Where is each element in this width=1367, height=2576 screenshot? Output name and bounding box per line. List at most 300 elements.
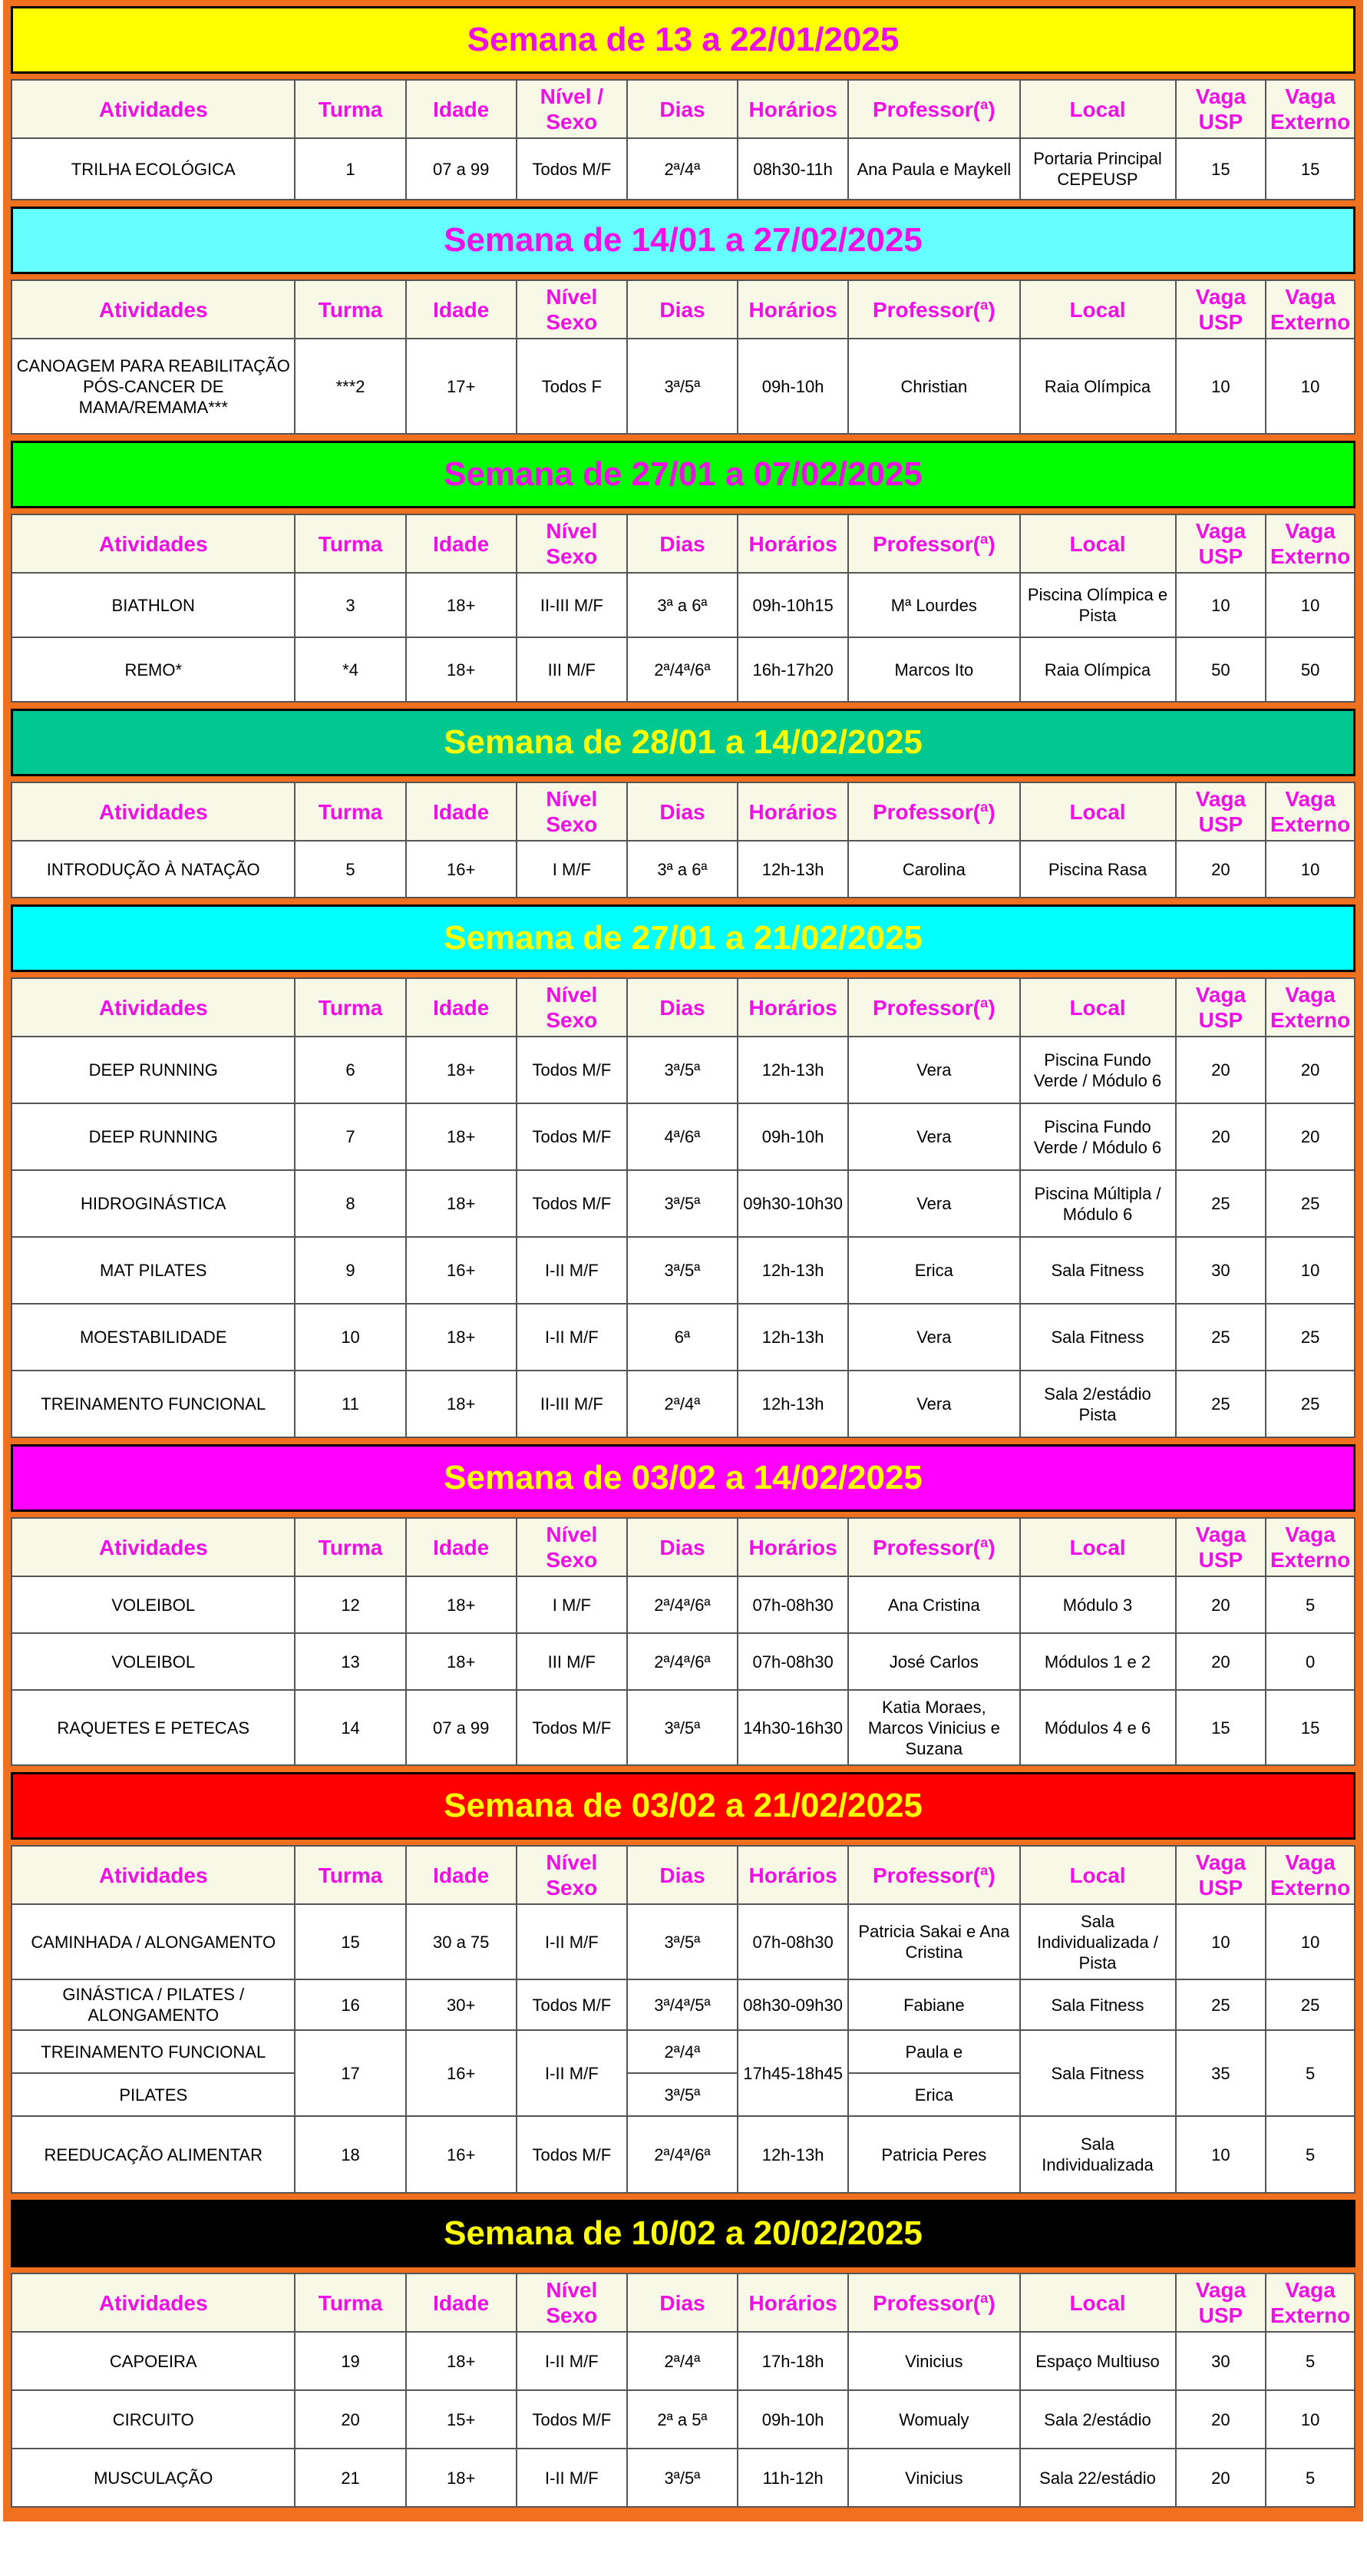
cell-ext: 0 xyxy=(1266,1633,1355,1690)
cell-nivel: III M/F xyxy=(517,637,627,702)
column-header: Atividades xyxy=(12,2273,295,2332)
column-header: Dias xyxy=(627,1846,738,1904)
column-header: Nível / Sexo xyxy=(517,80,627,138)
table-row xyxy=(12,1304,1355,1371)
cell-usp: 20 xyxy=(1176,2449,1266,2507)
column-header: Local xyxy=(1020,1846,1176,1904)
column-header: Turma xyxy=(295,2273,405,2332)
cell-professor: Vera xyxy=(848,1304,1019,1371)
column-header: Dias xyxy=(627,978,738,1037)
column-header: Turma xyxy=(295,782,405,841)
cell-ext: 10 xyxy=(1266,573,1355,637)
cell-dias: 2ª/4ª/6ª xyxy=(627,1576,738,1633)
cell-usp: 50 xyxy=(1176,637,1266,702)
column-header: Horários xyxy=(738,1518,848,1576)
cell-horario: 12h-13h xyxy=(738,1371,848,1437)
cell-horario: 16h-17h20 xyxy=(738,637,848,702)
column-header: Nível Sexo xyxy=(517,514,627,573)
cell-usp: 20 xyxy=(1176,1633,1266,1690)
cell-usp: 25 xyxy=(1176,1170,1266,1237)
cell-usp: 10 xyxy=(1176,1904,1266,1979)
cell-local: Piscina Fundo Verde / Módulo 6 xyxy=(1020,1037,1176,1103)
cell-turma: 8 xyxy=(295,1170,405,1237)
cell-usp: 20 xyxy=(1176,1103,1266,1170)
cell-dias: 2ª/4ª xyxy=(627,2332,738,2390)
cell-professor: Vera xyxy=(848,1037,1019,1103)
cell-idade: 18+ xyxy=(406,637,517,702)
cell-dias: 2ª/4ª xyxy=(627,1371,738,1437)
column-header: Atividades xyxy=(12,1518,295,1576)
week-banner: Semana de 03/02 a 21/02/2025 xyxy=(11,1772,1355,1840)
cell-dias: 4ª/6ª xyxy=(627,1103,738,1170)
cell-ext: 10 xyxy=(1266,1237,1355,1304)
activities-table xyxy=(11,279,1355,435)
cell-professor: Womualy xyxy=(848,2390,1019,2449)
cell-dias: 2ª/4ª/6ª xyxy=(627,637,738,702)
column-header: Atividades xyxy=(12,514,295,573)
cell-idade: 18+ xyxy=(406,1633,517,1690)
cell-local: Sala 2/estádio Pista xyxy=(1020,1371,1176,1437)
column-header: Vaga USP xyxy=(1176,782,1266,841)
header-row xyxy=(12,80,1355,138)
cell-ext: 25 xyxy=(1266,1371,1355,1437)
cell-local: Módulo 3 xyxy=(1020,1576,1176,1633)
cell-idade: 18+ xyxy=(406,573,517,637)
cell-dias: 3ª/5ª xyxy=(627,1237,738,1304)
cell-local: Sala 22/estádio xyxy=(1020,2449,1176,2507)
cell-usp: 10 xyxy=(1176,573,1266,637)
cell-turma: 9 xyxy=(295,1237,405,1304)
cell-dias: 2ª/4ª xyxy=(627,138,738,200)
cell-ext: 10 xyxy=(1266,339,1355,434)
cell-activity: REEDUCAÇÃO ALIMENTAR xyxy=(12,2116,295,2193)
cell-professor: Ana Paula e Maykell xyxy=(848,138,1019,200)
table-row xyxy=(12,2390,1355,2449)
cell-dias: 2ª a 5ª xyxy=(627,2390,738,2449)
column-header: Vaga Externo xyxy=(1266,978,1355,1037)
column-header: Idade xyxy=(406,1518,517,1576)
cell-ext: 25 xyxy=(1266,1304,1355,1371)
cell-ext: 20 xyxy=(1266,1103,1355,1170)
cell-horario: 17h45-18h45 xyxy=(738,2030,848,2116)
cell-usp: 25 xyxy=(1176,1304,1266,1371)
cell-nivel: Todos M/F xyxy=(517,1979,627,2030)
cell-activity: PILATES xyxy=(12,2073,295,2116)
cell-ext: 50 xyxy=(1266,637,1355,702)
column-header: Professor(ª) xyxy=(848,80,1019,138)
column-header: Professor(ª) xyxy=(848,514,1019,573)
cell-professor: José Carlos xyxy=(848,1633,1019,1690)
cell-horario: 12h-13h xyxy=(738,1237,848,1304)
cell-ext: 5 xyxy=(1266,1576,1355,1633)
header-row xyxy=(12,2273,1355,2332)
cell-activity: CAPOEIRA xyxy=(12,2332,295,2390)
cell-usp: 30 xyxy=(1176,2332,1266,2390)
column-header: Vaga Externo xyxy=(1266,514,1355,573)
column-header: Dias xyxy=(627,80,738,138)
cell-nivel: II-III M/F xyxy=(517,573,627,637)
activities-table xyxy=(11,977,1355,1438)
week-banner: Semana de 28/01 a 14/02/2025 xyxy=(11,709,1355,776)
cell-idade: 15+ xyxy=(406,2390,517,2449)
header-row xyxy=(12,1518,1355,1576)
cell-ext: 25 xyxy=(1266,1979,1355,2030)
cell-local: Raia Olímpica xyxy=(1020,339,1176,434)
cell-horario: 07h-08h30 xyxy=(738,1576,848,1633)
cell-ext: 25 xyxy=(1266,1170,1355,1237)
table-row xyxy=(12,1576,1355,1633)
column-header: Dias xyxy=(627,782,738,841)
cell-turma: 3 xyxy=(295,573,405,637)
cell-nivel: Todos M/F xyxy=(517,1690,627,1765)
column-header: Horários xyxy=(738,80,848,138)
column-header: Horários xyxy=(738,280,848,339)
cell-horario: 09h-10h xyxy=(738,2390,848,2449)
cell-idade: 18+ xyxy=(406,1304,517,1371)
column-header: Horários xyxy=(738,1846,848,1904)
cell-idade: 07 a 99 xyxy=(406,1690,517,1765)
cell-ext: 20 xyxy=(1266,1037,1355,1103)
column-header: Vaga Externo xyxy=(1266,1846,1355,1904)
cell-dias: 3ª/5ª xyxy=(627,1170,738,1237)
cell-ext: 5 xyxy=(1266,2116,1355,2193)
cell-activity: TREINAMENTO FUNCIONAL xyxy=(12,2030,295,2073)
cell-idade: 30 a 75 xyxy=(406,1904,517,1979)
table-row xyxy=(12,2030,1355,2073)
cell-turma: 11 xyxy=(295,1371,405,1437)
table-row xyxy=(12,2449,1355,2507)
cell-turma: 5 xyxy=(295,841,405,898)
cell-turma: 18 xyxy=(295,2116,405,2193)
activities-table xyxy=(11,1517,1355,1766)
column-header: Horários xyxy=(738,2273,848,2332)
column-header: Nível Sexo xyxy=(517,978,627,1037)
cell-local: Espaço Multiuso xyxy=(1020,2332,1176,2390)
cell-idade: 18+ xyxy=(406,1371,517,1437)
cell-local: Portaria Principal CEPEUSP xyxy=(1020,138,1176,200)
cell-nivel: I-II M/F xyxy=(517,1904,627,1979)
header-row xyxy=(12,1846,1355,1904)
column-header: Local xyxy=(1020,80,1176,138)
cell-ext: 15 xyxy=(1266,138,1355,200)
column-header: Local xyxy=(1020,2273,1176,2332)
cell-nivel: Todos M/F xyxy=(517,2390,627,2449)
cell-professor: Patricia Peres xyxy=(848,2116,1019,2193)
header-row xyxy=(12,782,1355,841)
column-header: Turma xyxy=(295,1846,405,1904)
column-header: Dias xyxy=(627,1518,738,1576)
cell-local: Sala Individualizada / Pista xyxy=(1020,1904,1176,1979)
cell-idade: 16+ xyxy=(406,2030,517,2116)
column-header: Local xyxy=(1020,280,1176,339)
cell-idade: 18+ xyxy=(406,1576,517,1633)
cell-idade: 18+ xyxy=(406,2332,517,2390)
column-header: Dias xyxy=(627,2273,738,2332)
cell-idade: 18+ xyxy=(406,1170,517,1237)
cell-usp: 15 xyxy=(1176,138,1266,200)
column-header: Idade xyxy=(406,80,517,138)
cell-turma: 1 xyxy=(295,138,405,200)
cell-nivel: I-II M/F xyxy=(517,1237,627,1304)
cell-horario: 09h-10h xyxy=(738,339,848,434)
column-header: Horários xyxy=(738,782,848,841)
cell-activity: MUSCULAÇÃO xyxy=(12,2449,295,2507)
column-header: Turma xyxy=(295,514,405,573)
header-row xyxy=(12,280,1355,339)
cell-turma: 10 xyxy=(295,1304,405,1371)
cell-dias: 3ª a 6ª xyxy=(627,573,738,637)
cell-horario: 12h-13h xyxy=(738,2116,848,2193)
table-row xyxy=(12,1371,1355,1437)
column-header: Dias xyxy=(627,514,738,573)
cell-professor: Erica xyxy=(848,1237,1019,1304)
cell-turma: 19 xyxy=(295,2332,405,2390)
column-header: Vaga USP xyxy=(1176,80,1266,138)
cell-local: Módulos 4 e 6 xyxy=(1020,1690,1176,1765)
table-row xyxy=(12,1037,1355,1103)
table-row xyxy=(12,2332,1355,2390)
column-header: Vaga Externo xyxy=(1266,782,1355,841)
cell-horario: 17h-18h xyxy=(738,2332,848,2390)
cell-local: Piscina Fundo Verde / Módulo 6 xyxy=(1020,1103,1176,1170)
week-banner: Semana de 14/01 a 27/02/2025 xyxy=(11,207,1355,274)
table-row xyxy=(12,1633,1355,1690)
cell-idade: 16+ xyxy=(406,2116,517,2193)
cell-activity: HIDROGINÁSTICA xyxy=(12,1170,295,1237)
column-header: Vaga Externo xyxy=(1266,80,1355,138)
cell-local: Piscina Múltipla / Módulo 6 xyxy=(1020,1170,1176,1237)
cell-activity: GINÁSTICA / PILATES / ALONGAMENTO xyxy=(12,1979,295,2030)
cell-nivel: Todos M/F xyxy=(517,1170,627,1237)
cell-activity: MOESTABILIDADE xyxy=(12,1304,295,1371)
cell-local: Sala Fitness xyxy=(1020,1979,1176,2030)
column-header: Local xyxy=(1020,514,1176,573)
activities-table xyxy=(11,514,1355,703)
cell-activity: CANOAGEM PARA REABILITAÇÃO PÓS-CANCER DE MAMA/REMAMA*** xyxy=(12,339,295,434)
cell-horario: 09h-10h xyxy=(738,1103,848,1170)
cell-ext: 5 xyxy=(1266,2449,1355,2507)
cell-horario: 12h-13h xyxy=(738,841,848,898)
table-row xyxy=(12,841,1355,898)
cell-nivel: I-II M/F xyxy=(517,1304,627,1371)
cell-professor: Vinicius xyxy=(848,2332,1019,2390)
cell-activity: CIRCUITO xyxy=(12,2390,295,2449)
table-row xyxy=(12,2116,1355,2193)
cell-usp: 20 xyxy=(1176,841,1266,898)
column-header: Atividades xyxy=(12,1846,295,1904)
cell-usp: 20 xyxy=(1176,2390,1266,2449)
table-row xyxy=(12,573,1355,637)
table-row xyxy=(12,1237,1355,1304)
cell-activity: CAMINHADA / ALONGAMENTO xyxy=(12,1904,295,1979)
column-header: Professor(ª) xyxy=(848,280,1019,339)
cell-nivel: I M/F xyxy=(517,841,627,898)
table-row xyxy=(12,1690,1355,1765)
cell-professor: Katia Moraes, Marcos Vinicius e Suzana xyxy=(848,1690,1019,1765)
cell-activity: VOLEIBOL xyxy=(12,1576,295,1633)
cell-local: Sala Individualizada xyxy=(1020,2116,1176,2193)
column-header: Horários xyxy=(738,978,848,1037)
cell-turma: 21 xyxy=(295,2449,405,2507)
cell-activity: RAQUETES E PETECAS xyxy=(12,1690,295,1765)
column-header: Professor(ª) xyxy=(848,978,1019,1037)
table-row xyxy=(12,339,1355,434)
column-header: Vaga Externo xyxy=(1266,1518,1355,1576)
cell-idade: 18+ xyxy=(406,2449,517,2507)
cell-professor: Vera xyxy=(848,1371,1019,1437)
cell-idade: 07 a 99 xyxy=(406,138,517,200)
column-header: Idade xyxy=(406,514,517,573)
column-header: Idade xyxy=(406,978,517,1037)
table-row xyxy=(12,1170,1355,1237)
week-banner: Semana de 27/01 a 21/02/2025 xyxy=(11,904,1355,972)
column-header: Turma xyxy=(295,978,405,1037)
cell-activity: DEEP RUNNING xyxy=(12,1103,295,1170)
column-header: Professor(ª) xyxy=(848,1846,1019,1904)
cell-idade: 18+ xyxy=(406,1037,517,1103)
cell-horario: 11h-12h xyxy=(738,2449,848,2507)
cell-usp: 10 xyxy=(1176,2116,1266,2193)
cell-idade: 16+ xyxy=(406,841,517,898)
column-header: Atividades xyxy=(12,80,295,138)
cell-activity: REMO* xyxy=(12,637,295,702)
column-header: Vaga Externo xyxy=(1266,280,1355,339)
cell-dias: 2ª/4ª/6ª xyxy=(627,1633,738,1690)
cell-professor: Vera xyxy=(848,1170,1019,1237)
cell-nivel: Todos F xyxy=(517,339,627,434)
column-header: Vaga USP xyxy=(1176,1518,1266,1576)
column-header: Idade xyxy=(406,1846,517,1904)
column-header: Atividades xyxy=(12,782,295,841)
cell-nivel: III M/F xyxy=(517,1633,627,1690)
column-header: Idade xyxy=(406,782,517,841)
activities-table xyxy=(11,2273,1355,2508)
cell-idade: 30+ xyxy=(406,1979,517,2030)
cell-professor: Carolina xyxy=(848,841,1019,898)
table-row xyxy=(12,1103,1355,1170)
cell-horario: 08h30-09h30 xyxy=(738,1979,848,2030)
column-header: Vaga USP xyxy=(1176,1846,1266,1904)
cell-ext: 5 xyxy=(1266,2332,1355,2390)
cell-professor: Patricia Sakai e Ana Cristina xyxy=(848,1904,1019,1979)
column-header: Turma xyxy=(295,80,405,138)
cell-activity: MAT PILATES xyxy=(12,1237,295,1304)
column-header: Vaga USP xyxy=(1176,280,1266,339)
cell-professor: Vinicius xyxy=(848,2449,1019,2507)
cell-professor: Vera xyxy=(848,1103,1019,1170)
column-header: Vaga Externo xyxy=(1266,2273,1355,2332)
column-header: Idade xyxy=(406,280,517,339)
column-header: Atividades xyxy=(12,978,295,1037)
cell-idade: 18+ xyxy=(406,1103,517,1170)
cell-activity: TREINAMENTO FUNCIONAL xyxy=(12,1371,295,1437)
column-header: Professor(ª) xyxy=(848,782,1019,841)
cell-professor: Christian xyxy=(848,339,1019,434)
cell-usp: 15 xyxy=(1176,1690,1266,1765)
cell-idade: 16+ xyxy=(406,1237,517,1304)
cell-ext: 5 xyxy=(1266,2030,1355,2116)
column-header: Idade xyxy=(406,2273,517,2332)
cell-nivel: II-III M/F xyxy=(517,1371,627,1437)
cell-turma: ***2 xyxy=(295,339,405,434)
cell-turma: 17 xyxy=(295,2030,405,2116)
column-header: Nível Sexo xyxy=(517,1518,627,1576)
table-row xyxy=(12,138,1355,200)
cell-activity: TRILHA ECOLÓGICA xyxy=(12,138,295,200)
cell-professor: Marcos Ito xyxy=(848,637,1019,702)
table-row xyxy=(12,637,1355,702)
cell-horario: 09h30-10h30 xyxy=(738,1170,848,1237)
column-header: Horários xyxy=(738,514,848,573)
cell-local: Sala Fitness xyxy=(1020,1237,1176,1304)
cell-turma: 6 xyxy=(295,1037,405,1103)
column-header: Nível Sexo xyxy=(517,1846,627,1904)
column-header: Nível Sexo xyxy=(517,280,627,339)
cell-turma: 16 xyxy=(295,1979,405,2030)
cell-horario: 12h-13h xyxy=(738,1304,848,1371)
cell-turma: *4 xyxy=(295,637,405,702)
cell-local: Sala Fitness xyxy=(1020,1304,1176,1371)
cell-professor: Fabiane xyxy=(848,1979,1019,2030)
cell-nivel: Todos M/F xyxy=(517,2116,627,2193)
cell-dias: 3ª/5ª xyxy=(627,1904,738,1979)
cell-dias: 6ª xyxy=(627,1304,738,1371)
cell-activity: INTRODUÇÃO À NATAÇÃO xyxy=(12,841,295,898)
column-header: Vaga USP xyxy=(1176,514,1266,573)
activities-table xyxy=(11,79,1355,200)
cell-horario: 09h-10h15 xyxy=(738,573,848,637)
cell-usp: 10 xyxy=(1176,339,1266,434)
cell-nivel: Todos M/F xyxy=(517,1103,627,1170)
cell-nivel: I-II M/F xyxy=(517,2449,627,2507)
table-row xyxy=(12,1979,1355,2030)
week-banner: Semana de 03/02 a 14/02/2025 xyxy=(11,1444,1355,1512)
column-header: Vaga USP xyxy=(1176,2273,1266,2332)
column-header: Nível Sexo xyxy=(517,2273,627,2332)
cell-local: Raia Olímpica xyxy=(1020,637,1176,702)
cell-horario: 07h-08h30 xyxy=(738,1904,848,1979)
cell-usp: 35 xyxy=(1176,2030,1266,2116)
cell-nivel: Todos M/F xyxy=(517,138,627,200)
cell-professor: Ana Cristina xyxy=(848,1576,1019,1633)
column-header: Dias xyxy=(627,280,738,339)
cell-ext: 15 xyxy=(1266,1690,1355,1765)
cell-professor: Mª Lourdes xyxy=(848,573,1019,637)
column-header: Local xyxy=(1020,782,1176,841)
activities-table xyxy=(11,782,1355,898)
cell-usp: 20 xyxy=(1176,1037,1266,1103)
cell-activity: BIATHLON xyxy=(12,573,295,637)
cell-turma: 20 xyxy=(295,2390,405,2449)
cell-dias: 3ª/5ª xyxy=(627,2073,738,2116)
cell-local: Piscina Rasa xyxy=(1020,841,1176,898)
cell-horario: 14h30-16h30 xyxy=(738,1690,848,1765)
cell-professor: Paula e xyxy=(848,2030,1019,2073)
column-header: Vaga USP xyxy=(1176,978,1266,1037)
cell-usp: 25 xyxy=(1176,1371,1266,1437)
cell-ext: 10 xyxy=(1266,2390,1355,2449)
week-banner: Semana de 13 a 22/01/2025 xyxy=(11,6,1355,74)
cell-local: Sala Fitness xyxy=(1020,2030,1176,2116)
cell-dias: 3ª/5ª xyxy=(627,1037,738,1103)
column-header: Local xyxy=(1020,1518,1176,1576)
cell-nivel: I M/F xyxy=(517,1576,627,1633)
cell-idade: 17+ xyxy=(406,339,517,434)
column-header: Nível Sexo xyxy=(517,782,627,841)
cell-dias: 3ª a 6ª xyxy=(627,841,738,898)
cell-dias: 2ª/4ª xyxy=(627,2030,738,2073)
column-header: Professor(ª) xyxy=(848,1518,1019,1576)
